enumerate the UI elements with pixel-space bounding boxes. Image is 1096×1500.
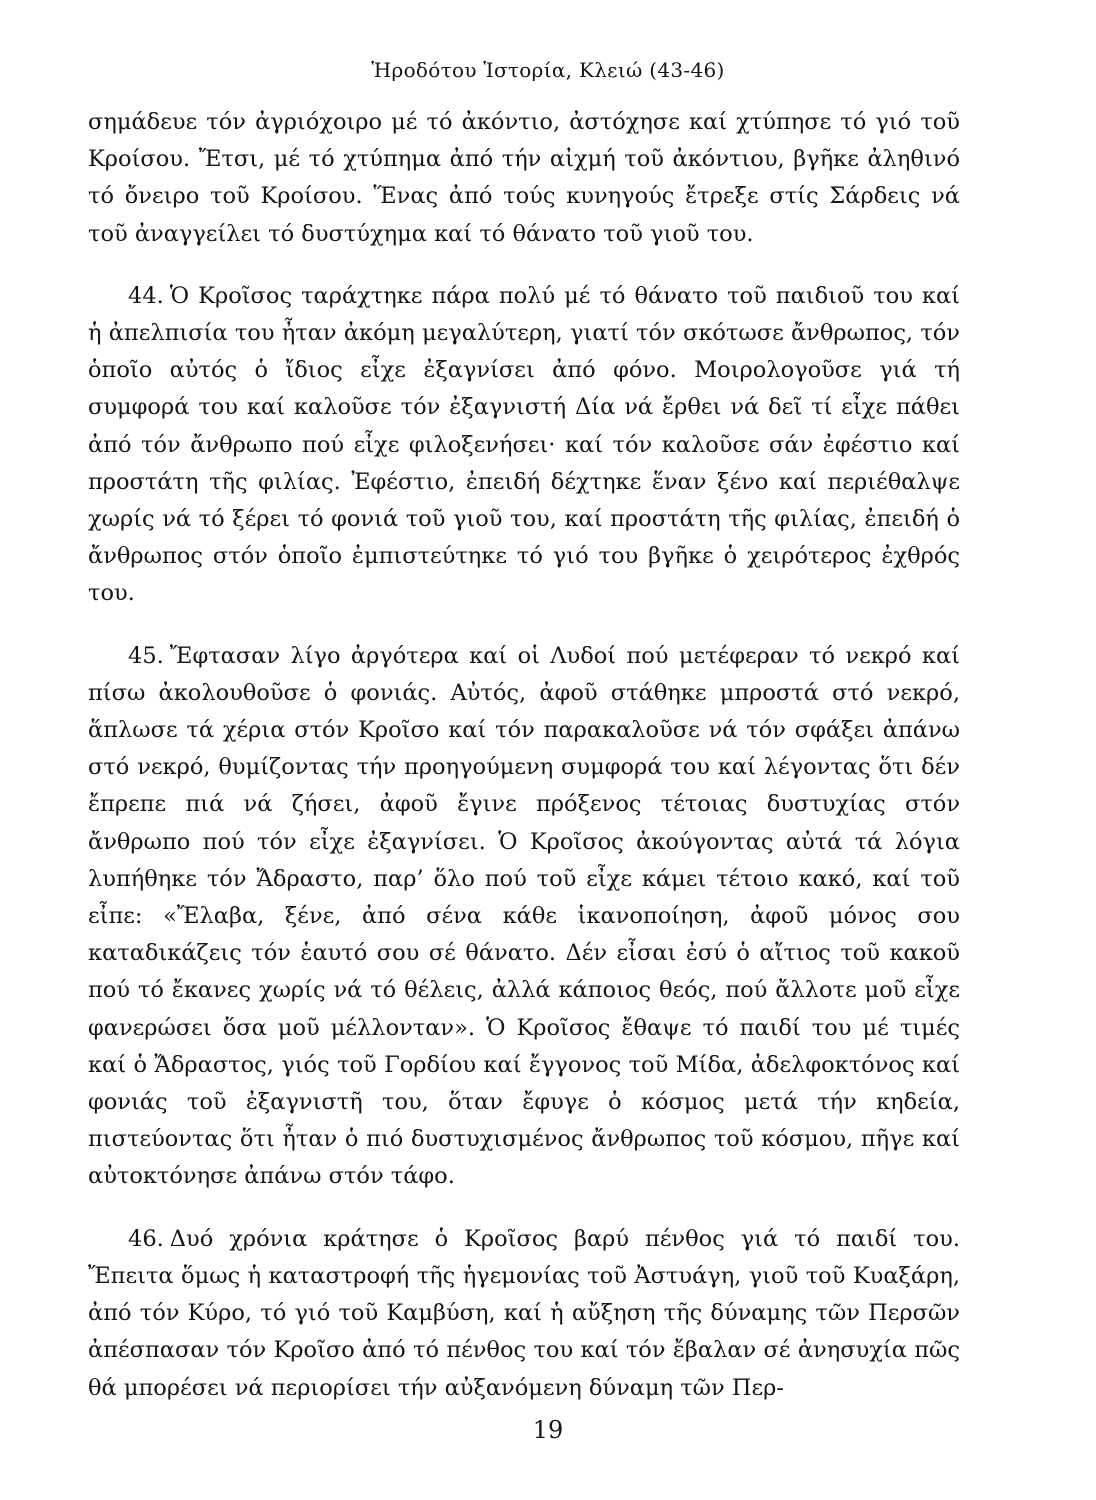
paragraph-continuation bbox=[88, 104, 960, 253]
paragraph-46 bbox=[88, 1221, 960, 1407]
running-header: Ἡροδότου Ἱστορία, Κλειώ (43-46) bbox=[371, 58, 725, 82]
page-body bbox=[88, 104, 960, 1407]
section-number: 44. bbox=[128, 282, 164, 309]
paragraph-text: Ὁ Κροῖσος ταράχτηκε πάρα πολύ μέ τό θάνατο τοῦ παιδιοῦ του καί ἡ ἀπελπισία του ἦταν ἀκόμη μεγαλύτερη, γιατί τόν σκότωσε ἄνθρωπος, τόν ὁποῖο αὐτός ὁ ἴδιος εἶχε ἐξαγνίσει ἀπό φόνο. Μοιρολογοῦσε γιά τή συμφορά του καί καλοῦσε τόν ἐξαγνιστή Δία νά ἔρθει νά δεῖ τί εἶχε πάθει ἀπό τόν ἄνθρωπο πού εἶχε φιλοξενήσει· καί τόν καλοῦσε σάν ἐφέστιο καί προστάτη τῆς φιλίας. Ἐφέστιο, ἐπειδή δέχτηκε ἕναν ξένο καί περιέθαλψε χωρίς νά τό ξέρει τό φονιά τοῦ γιοῦ του, καί προστάτη τῆς φιλίας, ἐπειδή ὁ ἄνθρωπος στόν ὁποῖο ἐμπιστεύτηκε τό γιό του βγῆκε ὁ χειρότερος ἐχθρός του. bbox=[88, 282, 960, 607]
section-number: 45. bbox=[128, 642, 164, 669]
section-number: 46. bbox=[128, 1225, 164, 1252]
paragraph-45 bbox=[88, 638, 960, 1196]
paragraph-text: Ἔφτασαν λίγο ἀργότερα καί οἱ Λυδοί πού μετέφεραν τό νεκρό καί πίσω ἀκολουθοῦσε ὁ φονιάς. Αὐτός, ἀφοῦ στάθηκε μπροστά στό νεκρό, ἅπλωσε τά χέρια στόν Κροῖσο καί τόν παρακαλοῦσε νά τόν σφάξει ἀπάνω στό νεκρό, θυμίζοντας τήν προηγούμενη συμφορά του καί λέγοντας ὅτι δέν ἔπρεπε πιά νά ζήσει, ἀφοῦ ἔγινε πρόξενος τέτοιας δυστυχίας στόν ἄνθρωπο πού τόν εἶχε ἐξαγνίσει. Ὁ Κροῖσος ἀκούγοντας αὐτά τά λόγια λυπήθηκε τόν Ἄδραστο, παρ’ ὅλο πού τοῦ εἶχε κάμει τέτοιο κακό, καί τοῦ εἶπε: «Ἔλαβα, ξένε, ἀπό σένα κάθε ἱκανοποίηση, ἀφοῦ μόνος σου καταδικάζεις τόν ἑαυτό σου σέ θάνατο. Δέν εἶσαι ἐσύ ὁ αἴτιος τοῦ κακοῦ πού τό ἔκανες χωρίς νά τό θέλεις, ἀλλά κάποιος θεός, πού ἄλλοτε μοῦ εἶχε φανερώσει ὅσα μοῦ μέλλονταν». Ὁ Κροῖσος ἔθαψε τό παιδί του μέ τιμές καί ὁ Ἄδραστος, γιός τοῦ Γορδίου καί ἔγγονος τοῦ Μίδα, ἀδελφοκτόνος καί φονιάς τοῦ ἐξαγνιστῆ του, ὅταν ἔφυγε ὁ κόσμος μετά τήν κηδεία, πιστεύοντας ὅτι ἦταν ὁ πιό δυστυχισμένος ἄνθρωπος τοῦ κόσμου, πῆγε καί αὐτοκτόνησε ἀπάνω στόν τάφο. bbox=[88, 642, 960, 1190]
page-number: 19 bbox=[532, 1416, 564, 1444]
paragraph-44 bbox=[88, 278, 960, 613]
paragraph-text: σημάδευε τόν ἀγριόχοιρο μέ τό ἀκόντιο, ἀστόχησε καί χτύπησε τό γιό τοῦ Κροίσου. Ἔτσι, μέ τό χτύπημα ἀπό τήν αἰχμή τοῦ ἀκόντιου, βγῆκε ἀληθινό τό ὄνειρο τοῦ Κροίσου. Ἕνας ἀπό τούς κυνηγούς ἔτρεξε στίς Σάρδεις νά τοῦ ἀναγγείλει τό δυστύχημα καί τό θάνατο τοῦ γιοῦ του. bbox=[88, 109, 960, 247]
paragraph-text: Δυό χρόνια κράτησε ὁ Κροῖσος βαρύ πένθος γιά τό παιδί του. Ἔπειτα ὅμως ἡ καταστροφή τῆς ἡγεμονίας τοῦ Ἀστυάγη, γιοῦ τοῦ Κυαξάρη, ἀπό τόν Κύρο, τό γιό τοῦ Καμβύση, καί ἡ αὔξηση τῆς δύναμης τῶν Περσῶν ἀπέσπασαν τόν Κροῖσο ἀπό τό πένθος του καί τόν ἔβαλαν σέ ἀνησυχία πῶς θά μπορέσει νά περιορίσει τήν αὐξανόμενη δύναμη τῶν Περ- bbox=[88, 1225, 960, 1401]
